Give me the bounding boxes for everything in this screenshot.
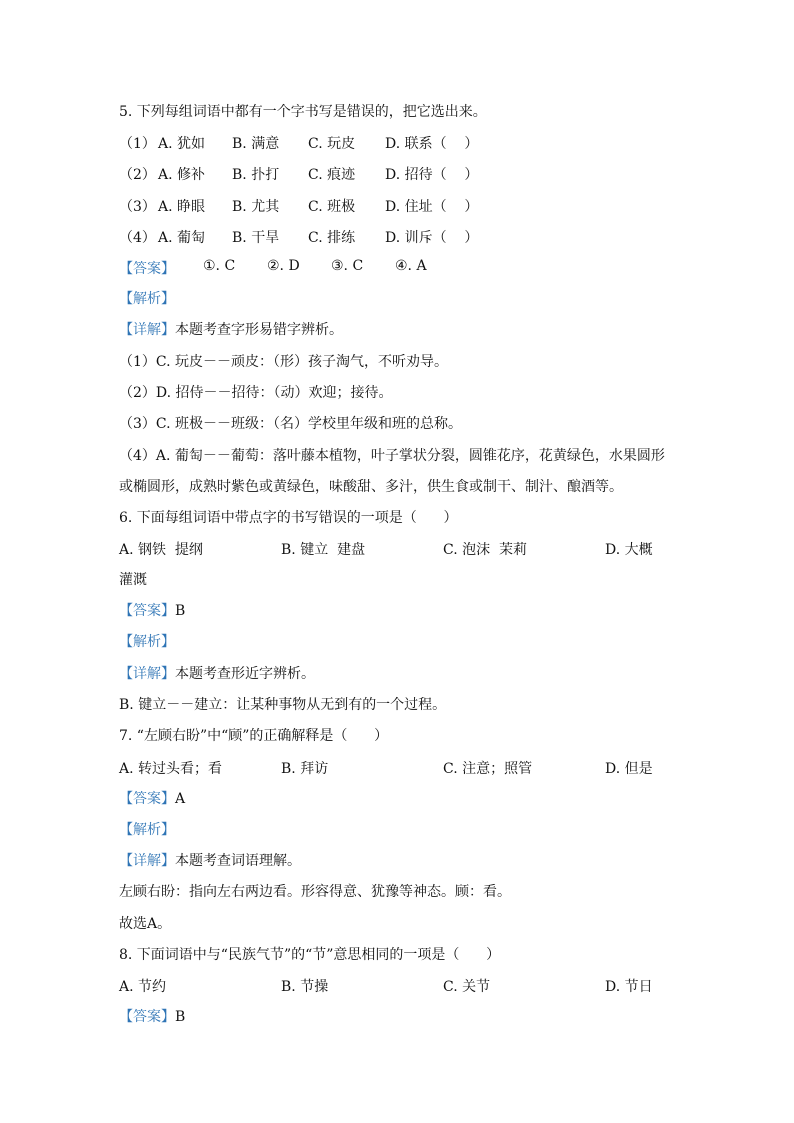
detail-line: [119, 851, 301, 871]
answer-value: ①. C: [203, 258, 236, 274]
detail-line: [119, 320, 343, 340]
q8-option-c: C. 关节: [443, 979, 491, 995]
q5-option-b: B. 满意: [232, 136, 280, 152]
q5-option-c: C. 排练: [308, 230, 356, 246]
q5-item-number: （3）: [119, 199, 156, 215]
q5-option-c: C. 玩皮: [308, 136, 356, 152]
explanation-line: 左顾右盼：指向左右两边看。形容得意、犹豫等神态。顾：看。: [119, 884, 511, 900]
q5-option-b: B. 尤其: [232, 199, 280, 215]
answer-tag: 【答案】: [119, 603, 175, 619]
answer-value: ②. D: [267, 258, 300, 274]
answer-value: B: [175, 603, 186, 619]
q5-option-d: D. 训斥（ ）: [385, 230, 479, 246]
q5-option-b: B. 干旱: [232, 230, 280, 246]
q5-option-c: C. 痕迹: [308, 167, 356, 183]
explanation-line: （4）A. 葡匋－－葡萄：落叶藤本植物，叶子掌状分裂，圆锥花序，花黄绿色，水果圆形: [119, 448, 665, 464]
q5-option-d: D. 联系（ ）: [385, 136, 479, 152]
q5-option-a: A. 修补: [158, 167, 206, 183]
q5-option-b: B. 扑打: [232, 167, 280, 183]
q6-option-d-wrap: 灌溉: [119, 572, 147, 588]
conclusion-line: 故选A。: [119, 916, 172, 932]
detail-line: [119, 664, 315, 684]
q5-option-c: C. 班极: [308, 199, 356, 215]
q7-option-a: A. 转过头看；看: [119, 761, 223, 777]
q8-option-b: B. 节操: [281, 979, 329, 995]
answer-tag: 【答案】: [119, 1009, 175, 1025]
q5-option-a: A. 葡匋: [158, 230, 206, 246]
explanation-line: （3）C. 班极－－班级：（名）学校里年级和班的总称。: [119, 416, 463, 432]
q5-option-d: D. 招待（ ）: [385, 167, 479, 183]
explanation-line: 或椭圆形，成熟时紫色或黄绿色，味酸甜、多汁，供生食或制干、制汁、酿酒等。: [119, 479, 623, 495]
q7-option-c: C. 注意；照管: [443, 761, 533, 777]
q8-option-a: A. 节约: [119, 979, 167, 995]
q6-option-b: B. 键立 建盘: [281, 542, 366, 558]
detail-text: 本题考查字形易错字辨析。: [175, 322, 343, 338]
answer-tag: 【答案】: [119, 791, 175, 807]
detail-text: 本题考查词语理解。: [175, 853, 301, 869]
q5-item-number: （2）: [119, 167, 156, 183]
explanation-line: （2）D. 招侍－－招待：（动）欢迎；接待。: [119, 385, 393, 401]
q7-stem: 7. “左顾右盼”中“顾”的正确解释是（ ）: [119, 728, 389, 744]
q5-option-d: D. 住址（ ）: [385, 199, 479, 215]
q5-option-a: A. 犹如: [158, 136, 206, 152]
answer-value: ④. A: [395, 258, 427, 274]
answer-line: [119, 601, 185, 621]
detail-tag: 【详解】: [119, 322, 175, 338]
answer-value: ③. C: [331, 258, 364, 274]
detail-text: 本题考查形近字辨析。: [175, 666, 315, 682]
answer-tag: 【答案】: [119, 261, 175, 277]
answer-value: B: [175, 1009, 186, 1025]
answer-line: [119, 1007, 185, 1027]
explanation-line: B. 键立－－建立：让某种事物从无到有的一个过程。: [119, 697, 447, 713]
q7-option-b: B. 拜访: [281, 761, 329, 777]
q7-option-d: D. 但是: [605, 761, 653, 777]
answer-value: A: [175, 791, 186, 807]
q8-option-d: D. 节日: [605, 979, 653, 995]
analysis-tag: 【解析】: [119, 822, 175, 838]
q5-option-a: A. 睁眼: [158, 199, 206, 215]
q6-option-d: D. 大概: [605, 542, 653, 558]
explanation-line: （1）C. 玩皮－－顽皮：（形）孩子淘气，不听劝导。: [119, 354, 449, 370]
q5-item-number: （1）: [119, 136, 156, 152]
q6-stem: 6. 下面每组词语中带点字的书写错误的一项是（ ）: [119, 510, 458, 526]
detail-tag: 【详解】: [119, 666, 175, 682]
answer-line: [119, 789, 185, 809]
q8-stem: 8. 下面词语中与“民族气节”的“节”意思相同的一项是（ ）: [119, 947, 501, 963]
detail-tag: 【详解】: [119, 853, 175, 869]
analysis-tag: 【解析】: [119, 291, 175, 307]
q5-item-number: （4）: [119, 230, 156, 246]
q6-option-a: A. 钢铁 提纲: [119, 542, 203, 558]
q6-option-c: C. 泡沫 茉莉: [443, 542, 528, 558]
analysis-tag: 【解析】: [119, 634, 175, 650]
q5-stem: 5. 下列每组词语中都有一个字书写是错误的，把它选出来。: [119, 104, 487, 120]
